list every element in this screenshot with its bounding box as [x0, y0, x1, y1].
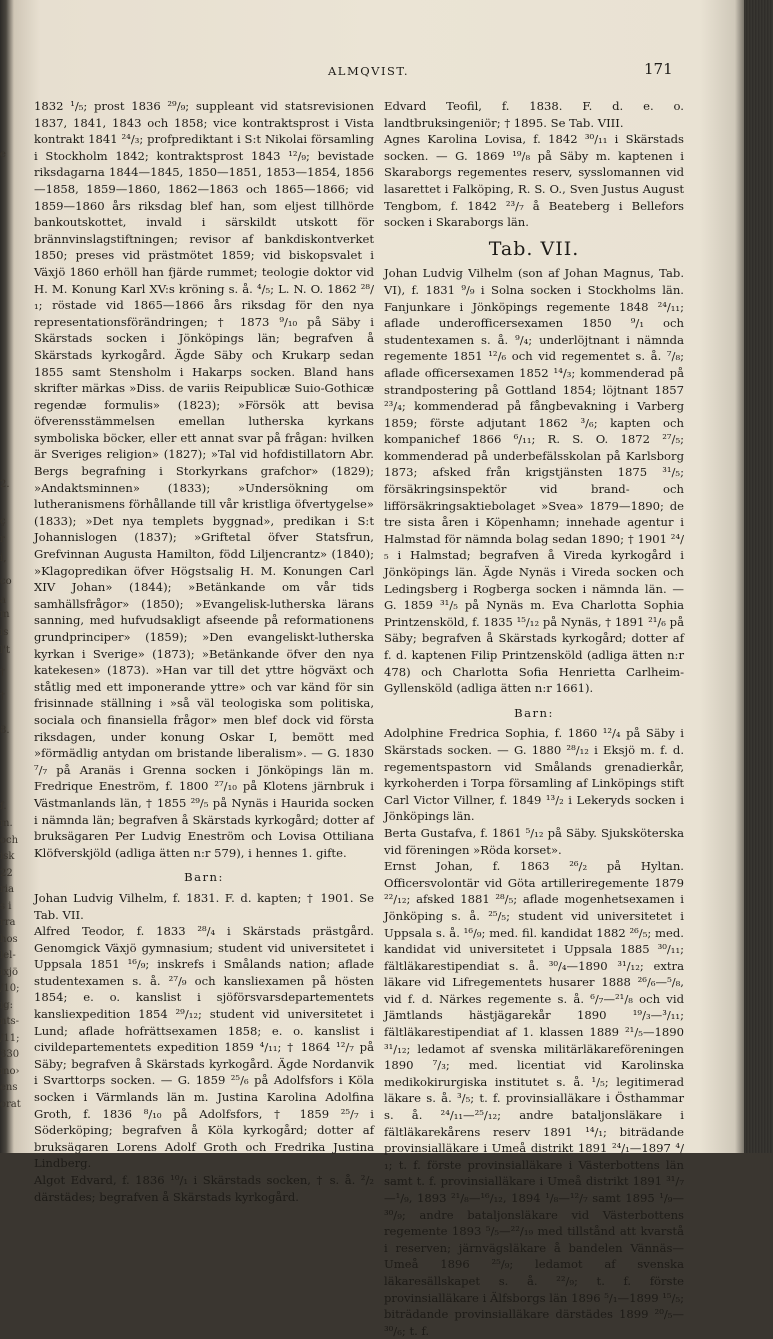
prev-fragment: rra [0, 917, 16, 928]
prev-fragment: ens [0, 1082, 18, 1093]
prev-fragment: ixjö [0, 967, 18, 978]
prev-fragment: 2. [0, 479, 10, 490]
prev-fragment: † [0, 667, 5, 678]
prev-fragment: is [0, 627, 9, 638]
prev-fragment: e [0, 149, 6, 160]
child-entry: Agnes Karolina Lovisa, f. 1842 ³⁰/₁₁ i Skärstads socken. — G. 1869 ¹⁹/₈ på Säby m. kaptenen i Skaraborgs regementes reserv, sysslomannen vid lasarettet i Falköping, R. S. O., Sven Justus August Tengbom, f. 1842 ²³/₇ å Beateberg i Bellefors socken i Skaraborgs län. [384, 132, 684, 230]
table-heading: Tab. VII. [488, 237, 580, 260]
child-entry: Algot Edvard, f. 1836 ¹⁰/₁ i Skärstads socken, † s. å. ²/₂ därstädes; begrafven å Skärstads kyrkogård. [34, 1173, 374, 1204]
prev-fragment: nts- [0, 1016, 19, 1027]
prev-fragment: 330 [0, 1049, 20, 1060]
prev-fragment: † [0, 691, 5, 702]
right-column [384, 98, 684, 1339]
children-heading: Barn: [514, 705, 554, 720]
child-entry: Adolphine Fredrica Sophia, f. 1860 ¹²/₄ på Säby i Skärstads socken. — G. 1880 ²⁸/₁₂ i Eksjö m. f. d. regementspastorn vid Smålands grenadierkår, kyrkoherden i Torpa församling af Linköpings stift Carl Victor Villner, f. 1849 ¹³/₂ i Lekeryds socken i Jönköpings län. [384, 726, 684, 824]
prev-fragment: lel- [0, 950, 16, 961]
book-edge [744, 0, 773, 1153]
child-entry: Ernst Johan, f. 1863 ²⁶/₂ på Hyltan. Officersvolontär vid Göta artilleriregemente 1879 ²²/₁₂; afsked 1881 ²⁸/₅; aflade mogenhetsexamen i Jönköping s. å. ²⁵/₅; student vid universitetet i Uppsala s. å. ¹⁶/₉; med. fil. kandidat 1882 ²⁶/₅; med. kandidat vid universitetet i Uppsala 1885 ³⁰/₁₁; fältläkarestipendiat s. å. ³⁰/₄—1890 ³¹/₁₂; extra läkare vid Lifregementets husarer 1888 ²⁶/₆—⁵/₈, vid f. d. Närkes regemente s. å. ⁶/₇—²¹/₈ och vid Jämtlands hästjägarekår 1890 ¹⁹/₃—³/₁₁; fältläkarestipendiat af 1. klassen 1889 ²¹/₅—1890 ³¹/₁₂; ledamot af svenska militärläkareföreningen 1890 ⁷/₃; med. licentiat vid Karolinska medikokirurgiska institutet s. å. ¹/₅; legitimerad läkare s. å. ³/₅; t. f. provinsialläkare i Östhammar s. å. ²⁴/₁₁—²⁵/₁₂; andre bataljonsläkare i fältläkarekårens reserv 1891 ¹⁴/₁; biträdande provinsialläkare i Umeå distrikt 1891 ²⁴/₁—1897 ⁴/₁; t. f. förste provinsialläkare i Västerbottens län samt t. f. provinsialläkare i Umeå distrikt 1891 ³¹/₇—¹/₉, 1893 ²¹/₈—¹⁶/₁₂, 1894 ¹/₈—¹²/₇ samt 1895 ¹/₉—³⁰/₉; andre bataljonsläkare vid Västerbottens regemente 1893 ⁵/₅—²²/₁₉ med tillstånd att kvarstå i reserven; järnvägsläkare å bandelen Vännäs—Umeå 1896 ²⁵/₉; ledamot af svenska läkaresällskapet s. å. ²²/₉; t. f. förste provinsialläkare i Älfsborgs län 1896 ⁵/₁—1899 ¹⁵/₅; biträdande provinsialläkare därstädes 1899 ²⁰/₅—³⁰/₆; t. f. [384, 859, 685, 1338]
running-head: ALMQVIST. [328, 64, 410, 78]
child-entry: Edvard Teofil, f. 1838. F. d. e. o. landtbruksingeniör; † 1895. Se Tab. VIII. [384, 99, 684, 130]
prev-fragment: mo› [0, 1066, 20, 1077]
prev-fragment: r [0, 534, 5, 545]
prev-fragment: m [0, 609, 10, 620]
prev-fragment: isk [0, 851, 15, 862]
previous-page-edge [0, 0, 21, 1153]
prev-fragment: hos [0, 934, 18, 945]
prev-fragment: s i [0, 901, 12, 912]
page-number: 171 [644, 60, 673, 78]
prev-fragment: m. [0, 818, 13, 829]
prev-fragment: ig: [0, 1000, 13, 1011]
prev-fragment: ç [0, 516, 6, 527]
prev-fragment: och [0, 835, 19, 846]
book-page [18, 0, 736, 1338]
prev-fragment: f. [0, 801, 7, 812]
prev-fragment: 8. [0, 725, 10, 736]
prev-fragment: co [0, 576, 12, 587]
left-column [34, 98, 374, 1205]
prev-fragment: 22 [0, 868, 13, 879]
prev-fragment: ria [0, 884, 14, 895]
child-entry: Johan Ludvig Vilhelm, f. 1831. F. d. kapten; † 1901. Se Tab. VII. [34, 890, 374, 922]
page-header [36, 60, 736, 82]
prev-fragment: a [0, 595, 6, 606]
prev-fragment: /10; [0, 983, 20, 994]
children-heading: Barn: [184, 870, 224, 885]
biography-entry: Johan Ludvig Vilhelm (son af Johan Magnus, Tab. VI), f. 1831 ⁹/₉ i Solna socken i Stockholms län. Fanjunkare i Jönköpings regemente 1848 ²⁴/₁₁; aflade underofficersexamen 1850 ⁹/₁ och studentexamen s. å. ⁹/₄; underlöjtnant i nämnda regemente 1851 ¹²/₆ och vid regementet s. å. ⁷/₈; aflade officersexamen 1852 ¹⁴/₃; kommenderad på strandpostering på Gottland 1854; löjtnant 1857 ²³/₄; kommenderad på fångbevakning i Varberg 1859; förste adjutant 1862 ³/₆; kapten och kompanichef 1866 ⁶/₁₁; R. S. O. 1872 ²⁷/₅; kommenderad på underbefälsskolan på Karlsborg 1873; afsked från krigstjänsten 1875 ³¹/₅; försäkringsinspektör vid brand- och lifförsäkringsaktiebolaget »Svea» 1879—1890; de tre sista åren i Köpenhamn; innehade agentur i Halmstad för nämnda bolag sedan 1890; † 1901 ²⁴/₅ i Halmstad; begrafven å Vireda kyrkogård i Jönköpings län. Ägde Nynäs i Vireda socken och Ledingsberg i Rogberga socken i nämnda län. — G. 1859 ³¹/₅ på Nynäs m. Eva Charlotta Sophia Printzensköld, f. 1835 ¹⁵/₁₂ på Nynäs, † 1891 ²¹/₆ på Säby; begrafven å Skärstads kyrkogård; dotter af f. d. kaptenen Filip Printzensköld (adliga ätten n:r 478) och Charlotta Sofia Henrietta Carlheim-Gyllensköld (adliga ätten n:r 1661). [384, 266, 684, 696]
prev-fragment: l't [0, 645, 10, 656]
biography-continuation: 1832 ¹/₅; prost 1836 ²⁹/₉; suppleant vid statsrevisionen 1837, 1841, 1843 och 1858; vice kontraktsprost i Vista kontrakt 1841 ²⁴/₃; profprediktant i S:t Nikolai församling i Stockholm 1842; kontraktsprost 1843 ¹²/₉; bevistade riksdagarna 1844—1845, 1850—1851, 1853—1854, 1856—1858, 1859—1860, 1862—1863 och 1865—1866; vid 1859—1860 års riksdag blef han, som eljest tillhörde bankoutskottet, invald i särskildt utskott för brännvinslagstiftningen; revisor af bankdiskontverket 1850; preses vid prästmötet 1859; vid biskopsvalet i Växjö 1860 erhöll han fjärde rummet; teologie doktor vid H. M. Konung Karl XV:s kröning s. å. ⁴/₅; L. N. O. 1862 ²⁸/₁; röstade vid 1865—1866 års riksdag för den nya representationsförändringen; † 1873 ⁹/₁₀ på Säby i Skärstads socken i Jönköpings län; begrafven å Skärstads kyrkogård. Ägde Säby och Krukarp sedan 1855 samt Stensholm i Hakarps socken. Bland hans skrifter märkas »Diss. de variis Reipublicæ Suio-Gothicæ regendæ formulis» (1823); »Försök att bevisa öfverensstämmelsen emellan lutherska kyrkans symboliska böcker, eller ett annat svar på frågan: hvilken är Sveriges religion» (1827); »Tal vid hofdistillatorn Abr. Bergs begrafning i Storkyrkans grafchor» (1829); »Andaktsminnen» (1833); »Undersökning om lutheranismens förhållande till vår kristliga öfvertygelse» (1833); »Det nya templets byggnad», predikan i S:t Johannislogen (1837); »Griftetal öfver Statsfrun, Grefvinnan Augusta Hamilton, född Liljencrantz» (1840); »Klagopredikan öfver Högstsalig H. M. Konungen Carl XIV Johan» (1844); »Betänkande om vår tids samhällsfrågor» (1850); »Evangelisk-lutherska lärans sanning, med hufvudsakligt afseende på reformationens grundprinciper» (1859); »Den evangeliskt-lutherska kyrkan i Sverige» (1873); »Betänkande öfver den nya katekesen» (1873). »Han var till det yttre högväxt och ståtlig med ett imponerande yttre» och var känd för sin frisinnade ställning i »så väl teologiska som politiska, sociala och finansiella frågor» men blef dock vid första riksdagen, under konung Oskar I, bemött med »förmädlig antydan om bristande liberalism». — G. 1830 ⁷/₇ på Aranäs i Grenna socken i Jönköpings län m. Fredrique Eneström, f. 1800 ²⁷/₁₀ på Klotens järnbruk i Västmanlands län, † 1855 ²⁹/₅ på Nynäs i Haurida socken i nämnda län; begrafven å Skärstads kyrkogård; dotter af bruksägaren Per Ludvig Eneström och Lovisa Ottiliana Klöfverskjöld (adliga ätten n:r 579), i hennes 1. gifte. [34, 99, 374, 860]
prev-fragment: /11; [0, 1033, 20, 1044]
child-entry: Berta Gustafva, f. 1861 ⁵/₁₂ på Säby. Sjuksköterska vid föreningen »Röda korset». [384, 825, 684, 857]
prev-fragment: orat [0, 1099, 21, 1110]
prev-fragment: i, [0, 553, 7, 564]
child-entry: Alfred Teodor, f. 1833 ²⁸/₄ i Skärstads prästgård. Genomgick Växjö gymnasium; student vid universitetet i Uppsala 1851 ¹⁶/₉; inskrefs i Smålands nation; aflade studentexamen s. å. ²⁷/₉ och kansliexamen på hösten 1854; e. o. kanslist i sjöförsvarsdepartementets kansliexpedition 1854 ²⁹/₁₂; student vid universitetet i Lund; aflade hofrättsexamen 1858; e. o. kanslist i civildepartementets expedition 1859 ⁴/₁₁; † 1864 ¹²/₇ på Säby; begrafven å Skärstads kyrkogård. Ägde Nordanvik i Svarttorps socken. — G. 1859 ²⁵/₆ på Adolfsfors i Köla socken i Värmlands län m. Justina Karolina Adolfina Groth, f. 1836 ⁸/₁₀ på Adolfsfors, † 1859 ²⁵/₇ i Söderköping; begrafven å Köla kyrkogård; dotter af bruksägaren Lorens Adolf Groth och Fredrika Justina Lindberg. [34, 924, 374, 1171]
